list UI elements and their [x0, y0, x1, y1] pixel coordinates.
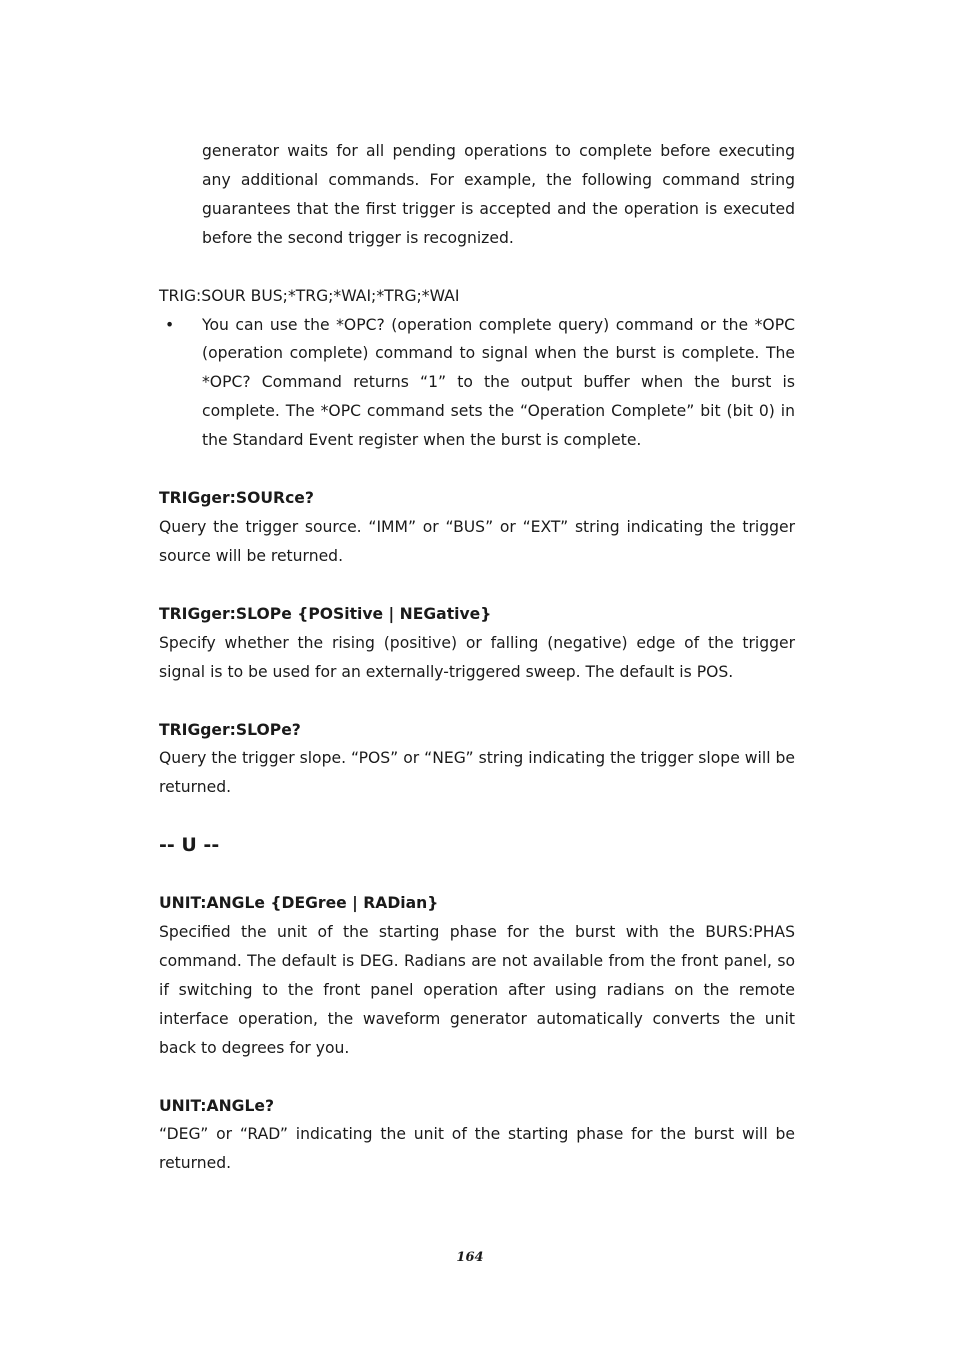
command-description-unit-angle-query: “DEG” or “RAD” indicating the unit of the starting phase for the burst will be returned.	[159, 1125, 795, 1173]
command-heading-unit-angle-query: UNIT:ANGLe?	[159, 1096, 275, 1115]
bullet-icon: •	[165, 315, 175, 334]
page-number: 164	[456, 1250, 484, 1265]
bullet-text: You can use the *OPC? (operation complete query) command or the *OPC (operation complete) command to signal when the burst is complete. The *OPC? Command returns “1” to the output buffer when the burst is complete. The *OPC command sets the “Operation Complete” bit (bit 0) in the Standard Event register when the burst is complete.	[202, 315, 795, 450]
command-heading-trigger-slope-query: TRIGger:SLOPe?	[159, 720, 301, 739]
command-description-unit-angle: Specified the unit of the starting phase for the burst with the BURS:PHAS command. The default is DEG. Radians are not available from the front panel, so if switching to the front panel operation after using radians on the remote interface operation, the waveform generator automatically converts the unit back to degrees for you.	[159, 923, 795, 1057]
paragraph-continuation: generator waits for all pending operations to complete before executing any additional commands. For example, the following command string guarantees that the first trigger is accepted and the operation is executed before the second trigger is recognized.	[202, 142, 795, 247]
section-letter-heading: -- U --	[159, 834, 220, 857]
command-description-trigger-slope: Specify whether the rising (positive) or falling (negative) edge of the trigger signal is to be used for an externally-triggered sweep. The default is POS.	[159, 633, 795, 681]
document-page	[159, 137, 795, 1178]
command-string-example: TRIG:SOUR BUS;*TRG;*WAI;*TRG;*WAI	[159, 286, 460, 305]
command-description-trigger-slope-query: Query the trigger slope. “POS” or “NEG” string indicating the trigger slope will be returned.	[159, 749, 795, 797]
command-heading-trigger-slope: TRIGger:SLOPe {POSitive | NEGative}	[159, 604, 492, 623]
bullet-item	[159, 311, 795, 456]
command-heading-trigger-source-query: TRIGger:SOURce?	[159, 489, 314, 508]
command-description-trigger-source-query: Query the trigger source. “IMM” or “BUS” or “EXT” string indicating the trigger source will be returned.	[159, 517, 795, 565]
command-heading-unit-angle: UNIT:ANGLe {DEGree | RADian}	[159, 894, 439, 913]
